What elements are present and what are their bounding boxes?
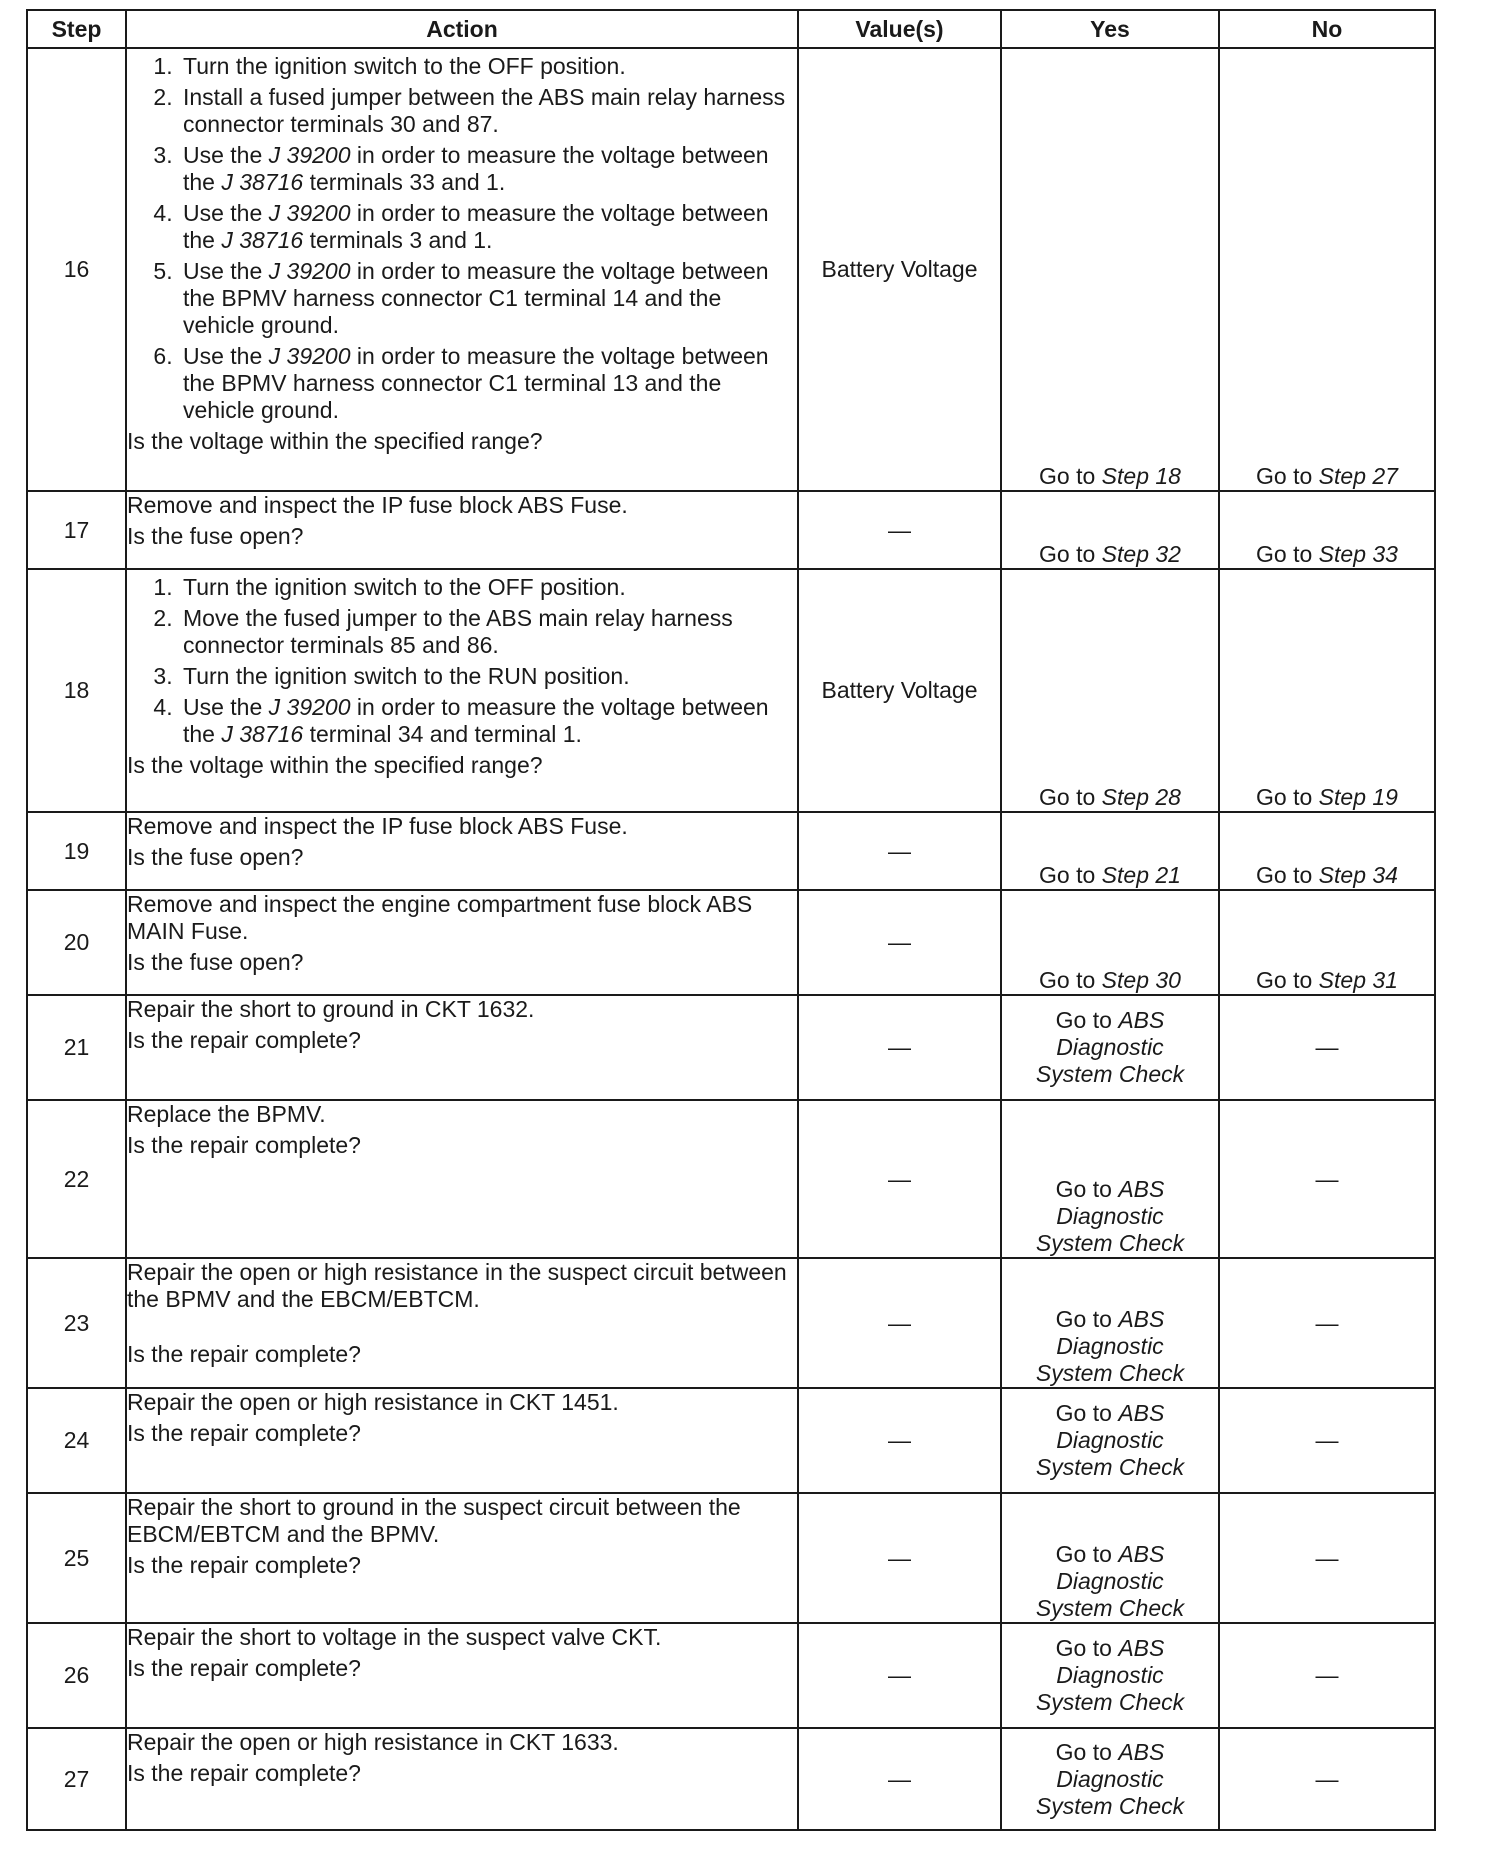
go-to-label: Go to: [1256, 784, 1313, 810]
abs-check-link[interactable]: [1002, 1176, 1218, 1257]
abs-diagnostic-label: Diagnostic: [1056, 1765, 1164, 1792]
action-text: Repair the short to ground in the suspect circuit between the EBCM/EBTCM and the BPMV.: [127, 1494, 741, 1547]
table-row: [27, 48, 1435, 491]
step-cell: [27, 569, 126, 812]
no-cell: [1219, 491, 1435, 569]
go-to-label: Go to: [1256, 541, 1313, 567]
value-text: Battery Voltage: [821, 256, 978, 282]
action-cell: [126, 491, 798, 569]
yes-link[interactable]: [1039, 463, 1181, 489]
yes-cell: [1001, 1100, 1219, 1258]
procedure-text: Install a fused jumper between the ABS main relay harness connector terminals 30 and 87.: [183, 84, 786, 137]
action-text: Remove and inspect the engine compartment fuse block ABS MAIN Fuse.: [127, 891, 753, 944]
abs-system-check-label: System Check: [1035, 1230, 1185, 1256]
no-action-dash: —: [1315, 1427, 1339, 1453]
step-reference: Step 34: [1318, 862, 1398, 888]
step-number: 26: [63, 1662, 90, 1688]
procedure-text: Use the: [183, 142, 269, 168]
value-text: —: [888, 516, 911, 543]
tool-reference: J 39200: [268, 694, 351, 720]
tool-reference: J 38716: [221, 721, 304, 747]
question-text: Is the repair complete?: [127, 1027, 361, 1053]
question-text: Is the fuse open?: [127, 523, 304, 549]
action-text: Repair the open or high resistance in CKT 1451.: [127, 1389, 619, 1415]
value-cell: [798, 491, 1001, 569]
diagnostic-table: [26, 9, 1436, 1831]
yes-cell: [1001, 1623, 1219, 1728]
go-to-label: Go to: [1039, 463, 1096, 489]
procedure-text: terminals 3 and 1.: [303, 227, 493, 253]
action-text: Repair the short to ground in CKT 1632.: [127, 996, 535, 1022]
no-link[interactable]: [1256, 463, 1398, 489]
abs-system-check-label: System Check: [1035, 1689, 1185, 1715]
abs-label: ABS: [1118, 1306, 1165, 1332]
table-row: [27, 1100, 1435, 1258]
procedure-text: in order to measure the voltage between the BPMV harness connector C1 terminal 14 and the vehicle ground.: [183, 258, 769, 338]
procedure-step: [179, 605, 797, 659]
yes-cell: [1001, 569, 1219, 812]
step-cell: [27, 1728, 126, 1830]
procedure-step: [179, 663, 797, 690]
yes-cell: [1001, 995, 1219, 1100]
question-text: Is the repair complete?: [127, 1341, 361, 1367]
table-row: [27, 569, 1435, 812]
value-text: —: [888, 1034, 911, 1060]
abs-label: ABS: [1118, 1176, 1165, 1202]
step-number: 25: [63, 1544, 90, 1571]
question-text: Is the fuse open?: [127, 844, 304, 870]
question-text: Is the repair complete?: [127, 1760, 361, 1786]
no-link[interactable]: [1256, 862, 1398, 888]
header-values: Value(s): [798, 10, 1001, 48]
no-action-dash: —: [1315, 1544, 1339, 1571]
yes-cell: [1001, 491, 1219, 569]
abs-line: [1002, 1306, 1218, 1333]
table-row: [27, 1258, 1435, 1388]
action-text: Remove and inspect the IP fuse block ABS Fuse.: [127, 492, 628, 518]
no-cell: [1219, 1100, 1435, 1258]
question-text: Is the repair complete?: [127, 1132, 361, 1158]
step-number: 22: [63, 1165, 90, 1192]
table-row: [27, 890, 1435, 995]
procedure-list: [127, 53, 797, 424]
step-reference: Step 28: [1101, 784, 1181, 810]
step-cell: [27, 491, 126, 569]
step-reference: Step 31: [1318, 967, 1398, 993]
value-cell: [798, 1493, 1001, 1623]
question-text: Is the repair complete?: [127, 1655, 361, 1681]
procedure-text: terminals 33 and 1.: [303, 169, 506, 195]
table-row: [27, 1728, 1435, 1830]
value-text: —: [888, 837, 911, 864]
abs-check-link[interactable]: [1002, 1739, 1218, 1820]
yes-link[interactable]: [1039, 541, 1181, 567]
action-cell: [126, 1258, 798, 1388]
action-cell: [126, 1100, 798, 1258]
header-action: Action: [126, 10, 798, 48]
step-number: 16: [63, 256, 90, 282]
value-text: —: [888, 1662, 911, 1688]
step-cell: [27, 1258, 126, 1388]
abs-label: ABS: [1118, 1400, 1165, 1426]
step-number: 23: [63, 1309, 90, 1336]
tool-reference: J 38716: [221, 169, 304, 195]
procedure-text: Use the: [183, 694, 269, 720]
yes-link[interactable]: [1039, 784, 1181, 810]
procedure-text: in order to measure the voltage between the: [183, 200, 769, 253]
table-row: [27, 995, 1435, 1100]
step-number: 20: [63, 929, 90, 955]
go-to-label: Go to: [1256, 967, 1313, 993]
value-cell: [798, 1728, 1001, 1830]
table-row: [27, 1623, 1435, 1728]
abs-system-check-label: System Check: [1035, 1061, 1185, 1087]
header-yes: Yes: [1001, 10, 1219, 48]
yes-cell: [1001, 1388, 1219, 1493]
action-cell: [126, 1388, 798, 1493]
procedure-text: in order to measure the voltage between the: [183, 142, 769, 195]
action-text: Repair the open or high resistance in the suspect circuit between the BPMV and the EBCM/EBTCM.: [127, 1259, 787, 1312]
value-cell: [798, 1623, 1001, 1728]
yes-cell: [1001, 890, 1219, 995]
procedure-text: terminal 34 and terminal 1.: [303, 721, 582, 747]
step-cell: [27, 1493, 126, 1623]
procedure-step: [179, 258, 797, 339]
abs-line: [1002, 1007, 1218, 1034]
step-number: 17: [63, 516, 90, 543]
abs-diagnostic-label: Diagnostic: [1056, 1427, 1164, 1453]
action-cell: [126, 48, 798, 491]
abs-check-link[interactable]: [1002, 1400, 1218, 1481]
action-cell: [126, 569, 798, 812]
action-cell: [126, 1623, 798, 1728]
step-reference: Step 19: [1318, 784, 1398, 810]
yes-link[interactable]: [1039, 862, 1181, 888]
action-cell: [126, 890, 798, 995]
procedure-step: [179, 343, 797, 424]
abs-line: [1002, 1176, 1218, 1203]
yes-link[interactable]: [1039, 967, 1181, 993]
procedure-step: [179, 142, 797, 196]
procedure-text: Use the: [183, 343, 269, 369]
tool-reference: J 39200: [268, 258, 351, 284]
action-cell: [126, 1728, 798, 1830]
go-to-label: Go to: [1039, 784, 1096, 810]
yes-cell: [1001, 48, 1219, 491]
go-to-label: Go to: [1039, 862, 1096, 888]
question-text: Is the repair complete?: [127, 1420, 361, 1446]
value-text: —: [888, 1544, 911, 1571]
no-action-dash: —: [1315, 1765, 1339, 1792]
value-cell: [798, 890, 1001, 995]
abs-system-check-label: System Check: [1035, 1454, 1185, 1480]
step-reference: Step 18: [1101, 463, 1181, 489]
no-cell: [1219, 995, 1435, 1100]
go-to-label: Go to: [1055, 1306, 1112, 1332]
action-text: Repair the open or high resistance in CKT 1633.: [127, 1729, 619, 1755]
abs-check-link[interactable]: [1002, 1541, 1218, 1622]
abs-system-check-label: System Check: [1035, 1595, 1185, 1621]
go-to-label: Go to: [1055, 1007, 1112, 1033]
table-row: [27, 1493, 1435, 1623]
abs-line: [1002, 1400, 1218, 1427]
procedure-text: Use the: [183, 258, 269, 284]
abs-check-link[interactable]: [1002, 1635, 1218, 1716]
procedure-text: Move the fused jumper to the ABS main relay harness connector terminals 85 and 86.: [183, 605, 733, 658]
go-to-label: Go to: [1256, 463, 1313, 489]
step-reference: Step 30: [1101, 967, 1181, 993]
action-text: Replace the BPMV.: [127, 1101, 326, 1127]
step-number: 21: [63, 1034, 90, 1060]
abs-check-link[interactable]: [1002, 1306, 1218, 1387]
no-cell: [1219, 1493, 1435, 1623]
abs-diagnostic-label: Diagnostic: [1056, 1203, 1164, 1229]
procedure-step: [179, 84, 797, 138]
no-cell: [1219, 569, 1435, 812]
abs-diagnostic-label: Diagnostic: [1056, 1333, 1164, 1359]
table-row: [27, 812, 1435, 890]
abs-diagnostic-label: Diagnostic: [1056, 1034, 1164, 1060]
step-cell: [27, 48, 126, 491]
go-to-label: Go to: [1256, 862, 1313, 888]
step-cell: [27, 812, 126, 890]
step-number: 18: [63, 677, 90, 703]
go-to-label: Go to: [1055, 1176, 1112, 1202]
no-link[interactable]: [1256, 784, 1398, 810]
value-cell: [798, 569, 1001, 812]
step-cell: [27, 1388, 126, 1493]
question-text: Is the fuse open?: [127, 949, 304, 975]
question-text: Is the repair complete?: [127, 1552, 361, 1578]
value-cell: [798, 1100, 1001, 1258]
go-to-label: Go to: [1039, 967, 1096, 993]
abs-line: [1002, 1541, 1218, 1568]
abs-label: ABS: [1118, 1738, 1165, 1765]
tool-reference: J 38716: [221, 227, 304, 253]
action-cell: [126, 995, 798, 1100]
tool-reference: J 39200: [268, 200, 351, 226]
no-action-dash: —: [1315, 1165, 1339, 1192]
value-text: —: [888, 929, 911, 955]
no-cell: [1219, 1258, 1435, 1388]
action-cell: [126, 1493, 798, 1623]
no-cell: [1219, 48, 1435, 491]
step-cell: [27, 890, 126, 995]
procedure-step: [179, 200, 797, 254]
action-text: Remove and inspect the IP fuse block ABS Fuse.: [127, 813, 628, 839]
value-cell: [798, 995, 1001, 1100]
no-cell: [1219, 890, 1435, 995]
no-cell: [1219, 1623, 1435, 1728]
no-cell: [1219, 1728, 1435, 1830]
no-link[interactable]: [1256, 967, 1398, 993]
step-reference: Step 33: [1318, 541, 1398, 567]
no-cell: [1219, 812, 1435, 890]
go-to-label: Go to: [1055, 1541, 1112, 1567]
abs-label: ABS: [1118, 1007, 1165, 1033]
procedure-text: Turn the ignition switch to the OFF position.: [183, 574, 626, 600]
step-cell: [27, 1100, 126, 1258]
action-text: Repair the short to voltage in the suspect valve CKT.: [127, 1624, 662, 1650]
no-link[interactable]: [1256, 541, 1398, 567]
table-row: [27, 491, 1435, 569]
yes-cell: [1001, 1258, 1219, 1388]
step-cell: [27, 1623, 126, 1728]
value-cell: [798, 1258, 1001, 1388]
abs-diagnostic-label: Diagnostic: [1056, 1662, 1164, 1688]
step-reference: Step 21: [1101, 862, 1181, 888]
yes-cell: [1001, 1493, 1219, 1623]
go-to-label: Go to: [1055, 1738, 1112, 1765]
diagnostic-page: [26, 9, 1436, 1831]
procedure-list: [127, 574, 797, 748]
no-action-dash: —: [1315, 1662, 1339, 1688]
tool-reference: J 39200: [268, 343, 351, 369]
yes-cell: [1001, 1728, 1219, 1830]
header-step: Step: [27, 10, 126, 48]
abs-line: [1002, 1635, 1218, 1662]
table-header-row: [27, 10, 1435, 48]
value-cell: [798, 1388, 1001, 1493]
abs-diagnostic-label: Diagnostic: [1056, 1568, 1164, 1594]
go-to-label: Go to: [1039, 541, 1096, 567]
header-no: No: [1219, 10, 1435, 48]
procedure-text: Turn the ignition switch to the OFF position.: [183, 53, 626, 79]
question-text: Is the voltage within the specified range?: [127, 752, 543, 778]
step-number: 27: [63, 1765, 90, 1792]
procedure-text: in order to measure the voltage between the BPMV harness connector C1 terminal 13 and the vehicle ground.: [183, 343, 769, 423]
procedure-step: [179, 53, 797, 80]
abs-system-check-label: System Check: [1035, 1792, 1185, 1819]
value-text: Battery Voltage: [821, 677, 978, 703]
no-action-dash: —: [1315, 1034, 1339, 1060]
step-number: 19: [63, 837, 90, 864]
abs-line: [1002, 1739, 1218, 1766]
value-text: —: [888, 1309, 911, 1336]
yes-cell: [1001, 812, 1219, 890]
abs-label: ABS: [1118, 1541, 1165, 1567]
step-reference: Step 32: [1101, 541, 1181, 567]
procedure-text: Turn the ignition switch to the RUN position.: [183, 663, 630, 689]
procedure-text: Use the: [183, 200, 269, 226]
procedure-text: in order to measure the voltage between the: [183, 694, 769, 747]
table-row: [27, 1388, 1435, 1493]
abs-check-link[interactable]: [1002, 1007, 1218, 1088]
go-to-label: Go to: [1055, 1400, 1112, 1426]
step-reference: Step 27: [1318, 463, 1398, 489]
value-cell: [798, 812, 1001, 890]
no-action-dash: —: [1315, 1309, 1339, 1336]
procedure-step: [179, 574, 797, 601]
abs-label: ABS: [1118, 1635, 1165, 1661]
step-number: 24: [63, 1427, 90, 1453]
abs-system-check-label: System Check: [1035, 1360, 1185, 1386]
value-text: —: [888, 1165, 911, 1192]
tool-reference: J 39200: [268, 142, 351, 168]
no-cell: [1219, 1388, 1435, 1493]
value-text: —: [888, 1765, 911, 1792]
go-to-label: Go to: [1055, 1635, 1112, 1661]
value-cell: [798, 48, 1001, 491]
step-cell: [27, 995, 126, 1100]
value-text: —: [888, 1427, 911, 1453]
procedure-step: [179, 694, 797, 748]
action-cell: [126, 812, 798, 890]
question-text: Is the voltage within the specified range?: [127, 428, 543, 454]
